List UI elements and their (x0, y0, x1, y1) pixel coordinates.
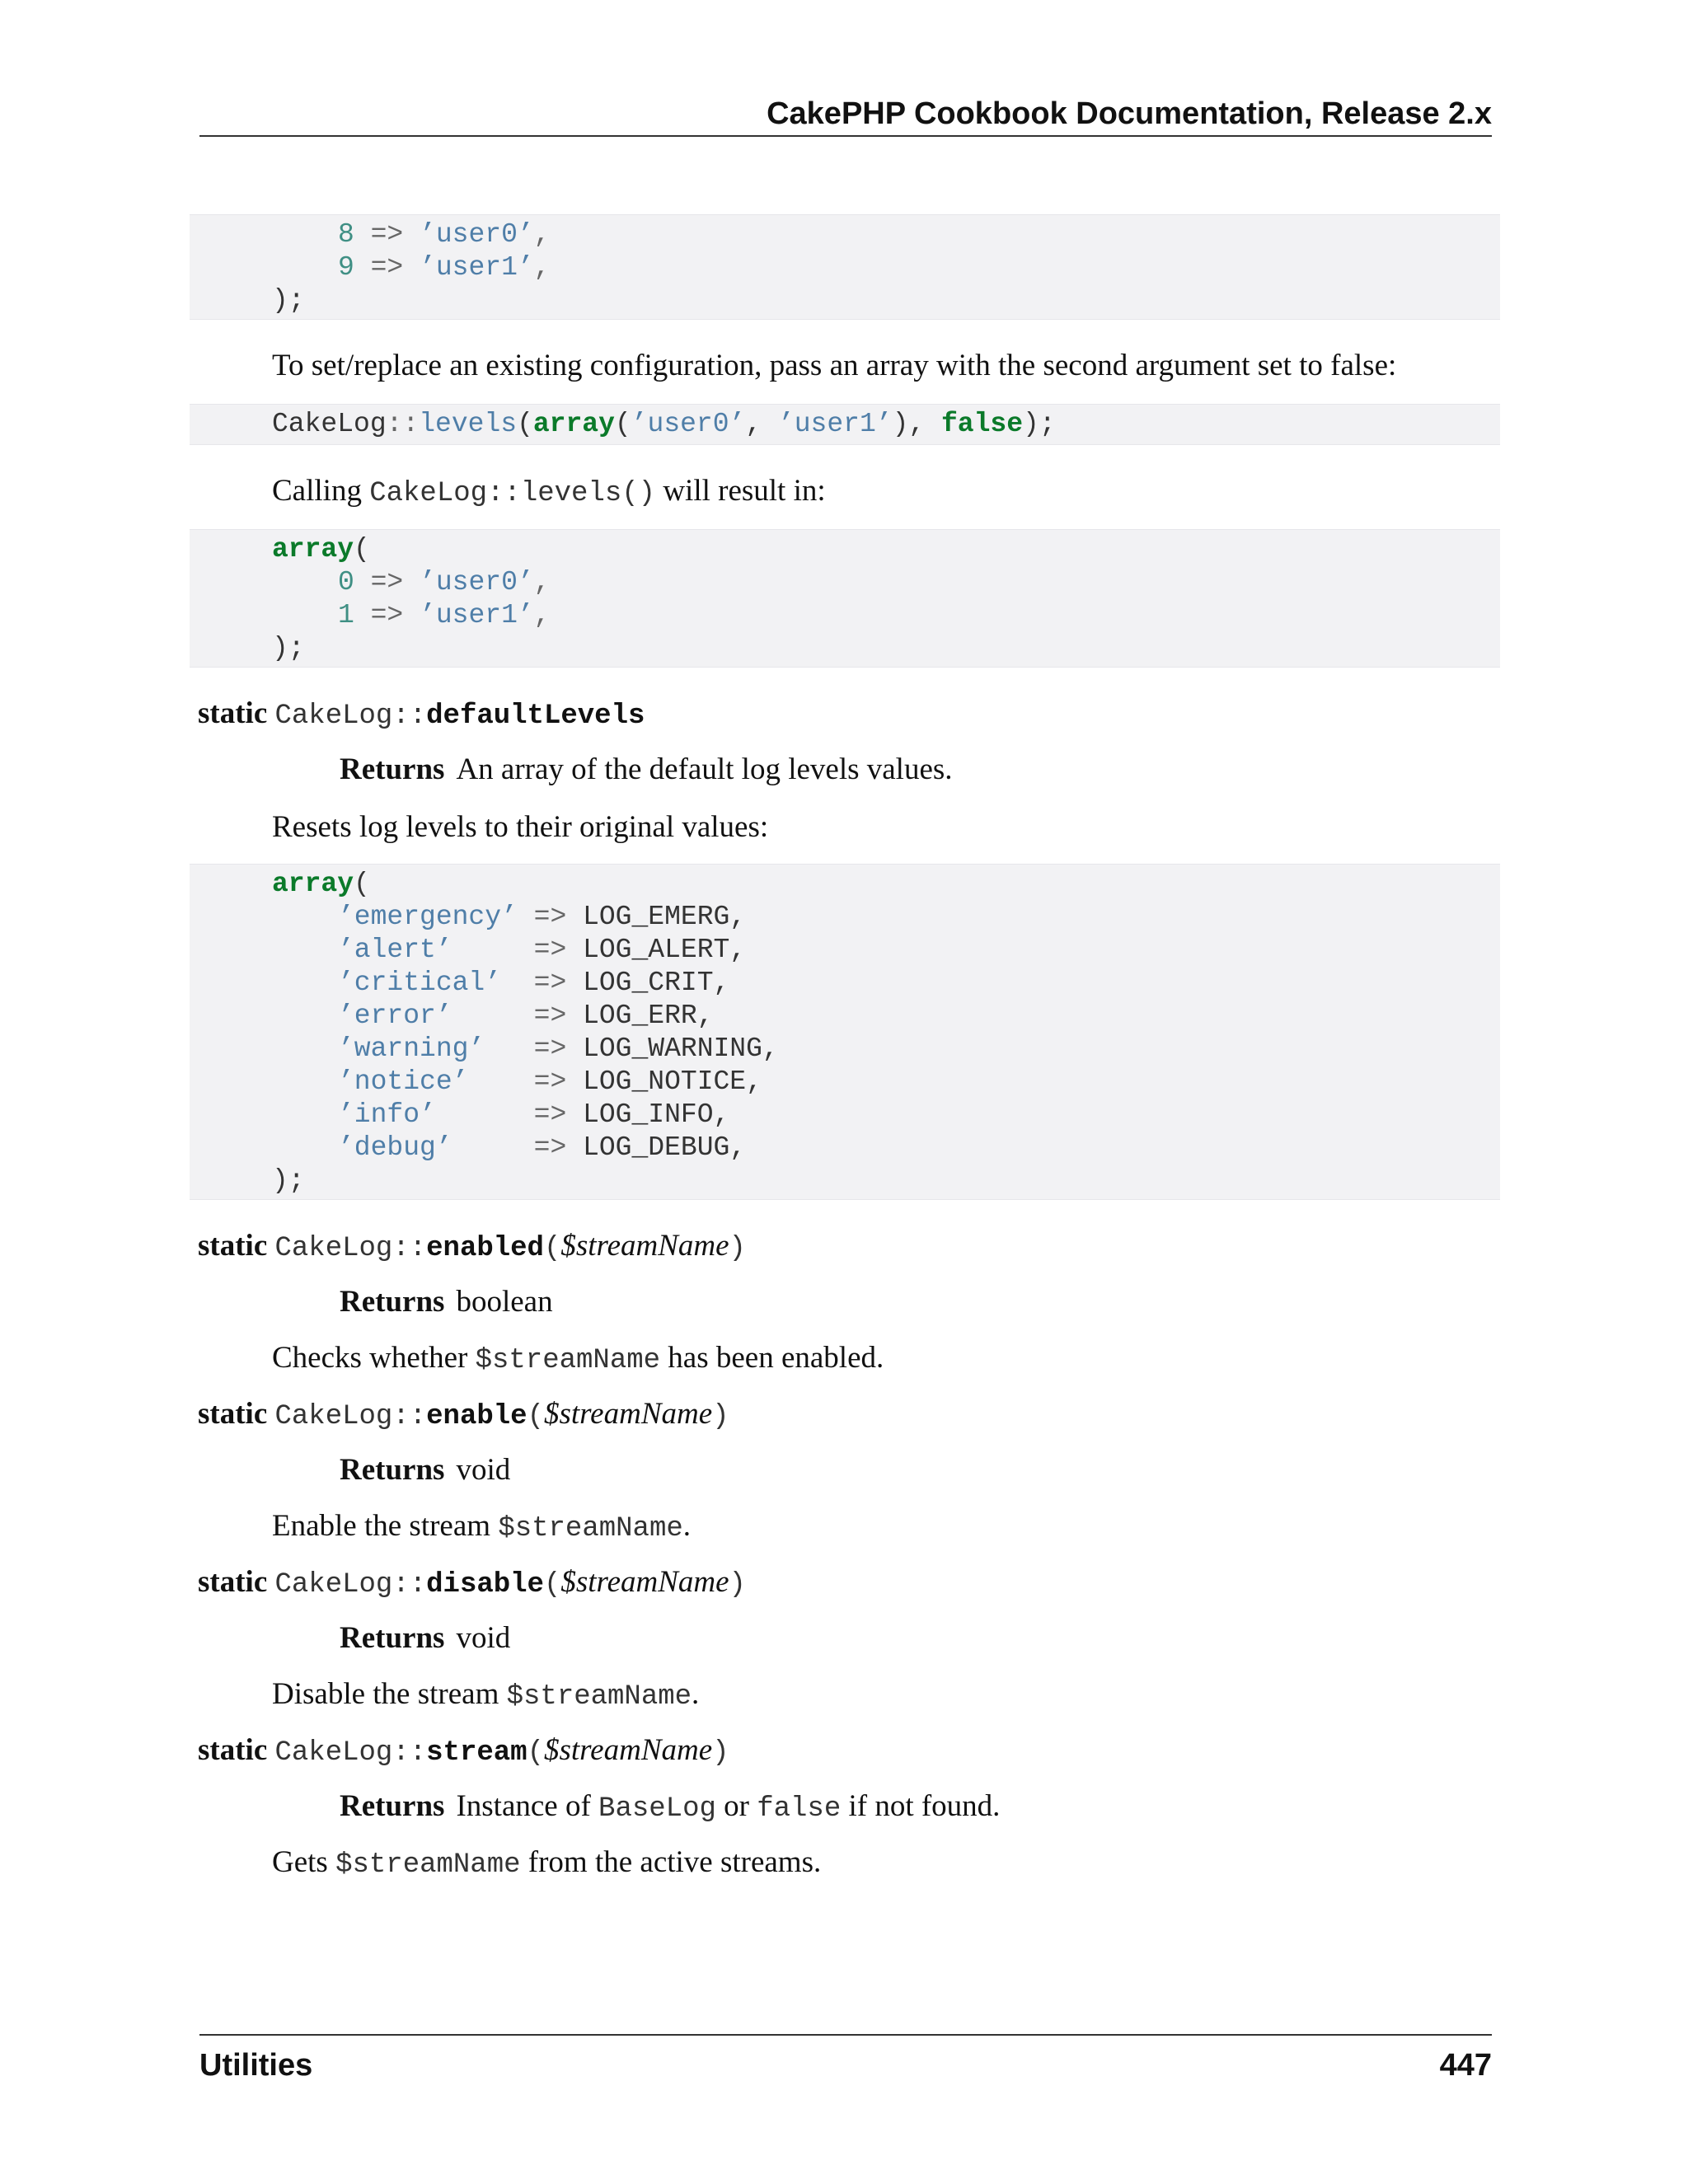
code-line: ’emergency’ => LOG_EMERG, (338, 902, 747, 932)
code-line: ’error’ => LOG_ERR, (338, 1001, 714, 1031)
code-line: 8 => ’user0’, (338, 219, 551, 250)
code-block-default-levels (190, 864, 1500, 1200)
code-line: ); (272, 1165, 305, 1196)
code-line: CakeLog::levels(array(’user0’, ’user1’), false); (272, 409, 1056, 439)
code-block-array-tail (190, 214, 1500, 320)
inline-code: BaseLog (598, 1793, 716, 1825)
paragraph-resets: Resets log levels to their original values: (272, 810, 769, 844)
code-line: array( (272, 534, 370, 565)
field-returns-default: Returns An array of the default log levels values. (340, 752, 953, 786)
paragraph-disable: Disable the stream $streamName. (272, 1677, 700, 1713)
header-title: CakePHP Cookbook Documentation, Release 2.x (767, 96, 1492, 131)
running-header (199, 92, 1492, 137)
code-line: ); (272, 285, 305, 316)
inline-code: CakeLog::levels() (369, 478, 656, 509)
field-returns-enabled: Returns boolean (340, 1285, 553, 1319)
inline-code: $streamName (475, 1345, 661, 1376)
paragraph-stream: Gets $streamName from the active streams. (272, 1845, 822, 1881)
code-line: ’info’ => LOG_INFO, (338, 1099, 730, 1130)
signature-enable: static CakeLog::enable($streamName) (198, 1397, 729, 1432)
paragraph-enable: Enable the stream $streamName. (272, 1509, 691, 1544)
signature-disable: static CakeLog::disable($streamName) (198, 1565, 746, 1601)
field-returns-stream: Returns Instance of BaseLog or false if not found. (340, 1789, 1001, 1825)
code-line: 0 => ’user0’, (338, 567, 551, 598)
code-line: 1 => ’user1’, (338, 600, 551, 630)
code-block-levels-call (190, 404, 1500, 445)
signature-stream: static CakeLog::stream($streamName) (198, 1733, 729, 1769)
code-line: ’debug’ => LOG_DEBUG, (338, 1132, 747, 1163)
inline-code: $streamName (335, 1849, 521, 1881)
signature-enabled: static CakeLog::enabled($streamName) (198, 1229, 746, 1264)
inline-code: false (757, 1793, 842, 1825)
paragraph-enabled: Checks whether $streamName has been enabled. (272, 1341, 884, 1376)
code-line: ’notice’ => LOG_NOTICE, (338, 1066, 762, 1097)
code-line: ); (272, 633, 305, 663)
field-returns-enable: Returns void (340, 1453, 511, 1487)
inline-code: $streamName (498, 1513, 683, 1544)
code-line: array( (272, 869, 370, 899)
code-block-levels-result (190, 529, 1500, 668)
code-line: ’alert’ => LOG_ALERT, (338, 935, 747, 965)
page-number: 447 (1439, 2048, 1492, 2083)
signature-default-levels: static CakeLog::defaultLevels (198, 696, 645, 732)
code-line: ’critical’ => LOG_CRIT, (338, 968, 730, 998)
inline-code: $streamName (506, 1681, 692, 1713)
field-returns-disable: Returns void (340, 1621, 511, 1655)
code-line: ’warning’ => LOG_WARNING, (338, 1033, 779, 1064)
code-line: 9 => ’user1’, (338, 252, 551, 283)
paragraph-calling: Calling CakeLog::levels() will result in: (272, 474, 826, 509)
footer-section: Utilities (199, 2048, 313, 2083)
running-footer (199, 2034, 1492, 2085)
paragraph-replace: To set/replace an existing configuration, pass an array with the second argument set to false: (272, 349, 1397, 382)
